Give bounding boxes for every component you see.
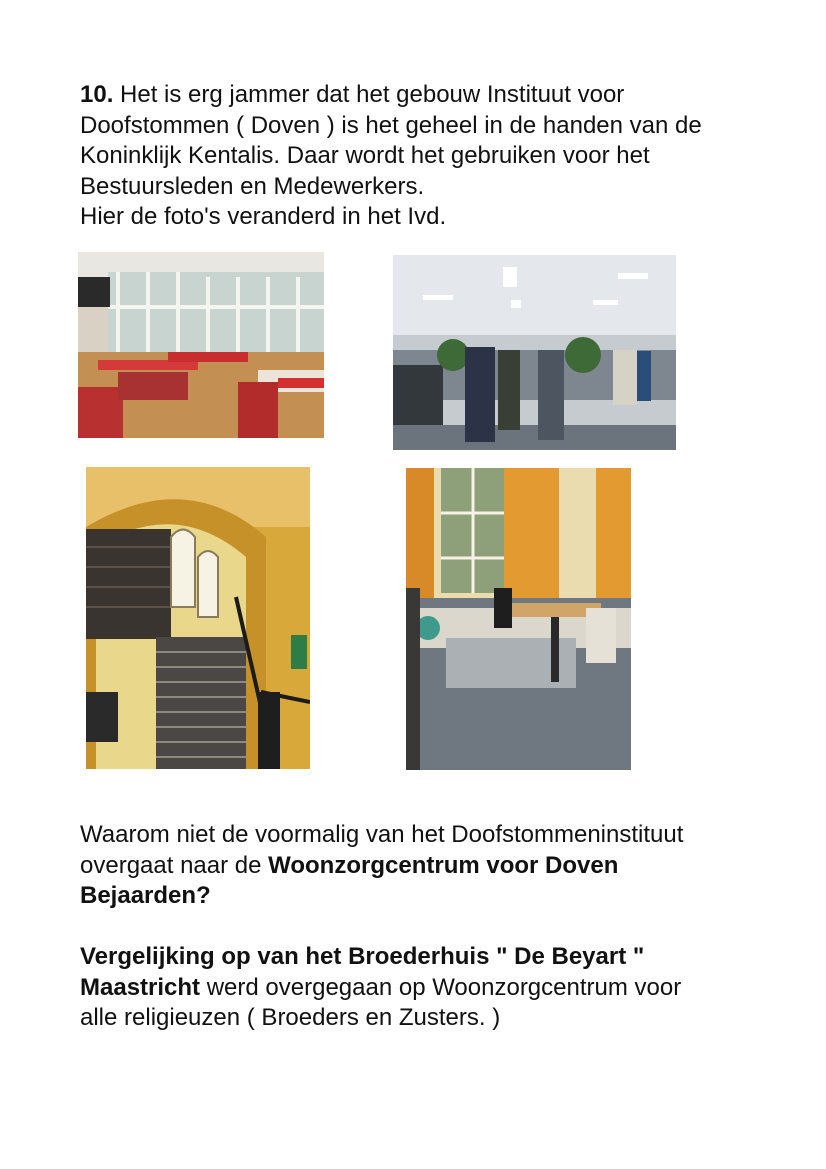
item-number: 10. [80, 81, 114, 108]
comparison-paragraph [80, 942, 780, 1034]
question-line-1: Waarom niet de voormalig van het Doofstommeninstituut [80, 821, 684, 848]
intro-line-5: Hier de foto's veranderd in het Ivd. [80, 203, 447, 230]
question-line-2: overgaat naar de Woonzorgcentrum voor Doven [80, 851, 619, 879]
comparison-line-2: Maastricht werd overgegaan op Woonzorgcentrum voor [80, 973, 682, 1001]
intro-line-2: Doofstommen ( Doven ) is het geheel in de handen van de [80, 111, 702, 139]
question-emphasis: Woonzorgcentrum voor Doven [268, 851, 619, 879]
question-paragraph [80, 820, 780, 912]
photo-staircase [86, 467, 310, 769]
question-line-3: Bejaarden? [80, 882, 211, 909]
photo-workroom [406, 468, 631, 770]
city-name: Maastricht [80, 973, 201, 1001]
photo-canteen [78, 252, 324, 438]
intro-line-3: Koninklijk Kentalis. Daar wordt het gebruiken voor het [80, 142, 650, 169]
comparison-line-3: alle religieuzen ( Broeders en Zusters. ) [80, 1004, 501, 1031]
intro-line-4: Bestuursleden en Medewerkers. [80, 172, 425, 200]
comparison-line-1: Vergelijking op van het Broederhuis " De Beyart " [80, 943, 645, 970]
intro-line-1: 10. Het is erg jammer dat het gebouw Instituut voor [80, 81, 625, 108]
photo-office [393, 255, 676, 450]
intro-paragraph [80, 80, 780, 233]
